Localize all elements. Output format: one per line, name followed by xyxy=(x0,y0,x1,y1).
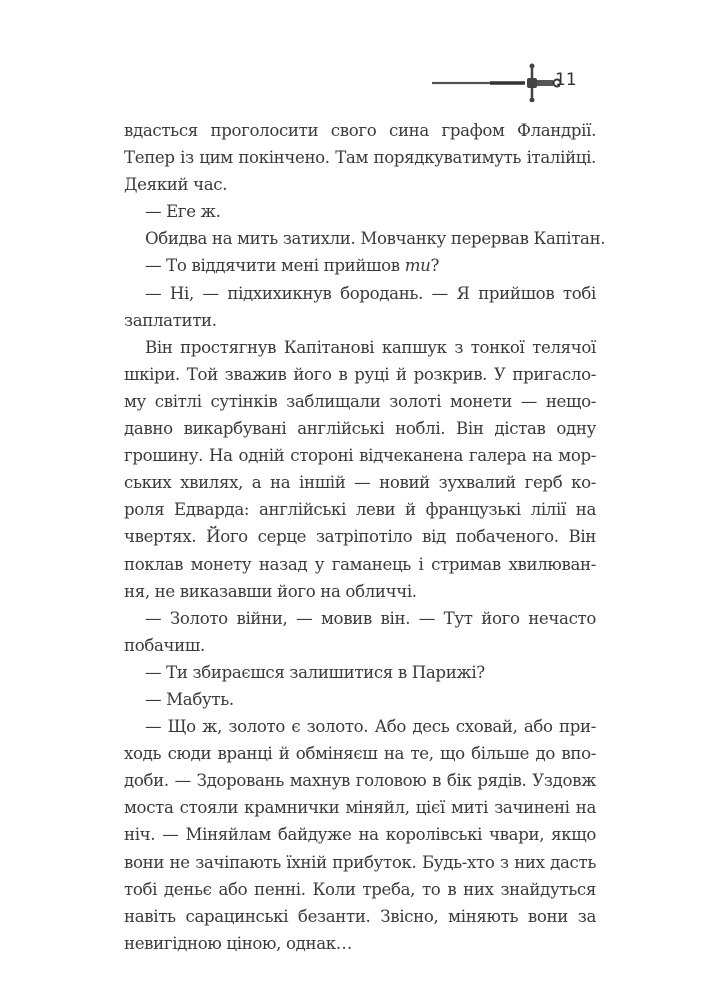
text-line: вони не зачіпають їхній прибуток. Будь-хто з них дасть xyxy=(124,852,596,872)
text-line: му світлі сутінків заблищали золоті монети — нещо- xyxy=(124,391,596,411)
text-line: — Еге ж. xyxy=(145,202,221,222)
page-number: 11 xyxy=(555,70,577,90)
text-line: ня, не виказавши його на обличчі. xyxy=(124,581,417,601)
text-line: ських хвилях, а на іншій — новий зухвалий герб ко- xyxy=(124,473,596,493)
text-line: ніч. — Міняйлам байдуже на королівські чвари, якщо xyxy=(124,825,596,845)
text-line: — Мабуть. xyxy=(145,689,234,709)
text-line: — Ти збираєшся залишитися в Парижі? xyxy=(145,662,485,682)
text-line: тобі деньє або пенні. Коли треба, то в них знайдуться xyxy=(124,879,596,899)
body-text xyxy=(124,117,606,957)
text-line: невигідною ціною, однак… xyxy=(124,933,353,953)
text-line: чвертях. Його серце затріпотіло від побаченого. Він xyxy=(124,527,596,547)
text-line: доби. — Здоровань махнув головою в бік рядів. Уздовж xyxy=(124,771,596,791)
text-line: заплатити. xyxy=(124,310,217,330)
text-line: грошину. На одній стороні відчеканена галера на мор- xyxy=(124,446,596,466)
text-line: Він простягнув Капітанові капшук з тонкої телячої xyxy=(145,337,596,357)
text-line: — То віддячити мені прийшов ти? xyxy=(145,256,439,276)
text-line: — Що ж, золото є золото. Або десь сховай, або при- xyxy=(145,717,596,737)
text-line: роля Едварда: англійські леви й французькі лілії на xyxy=(124,500,596,520)
text-line: навіть сарацинські безанти. Звісно, міняють вони за xyxy=(124,906,596,926)
text-line: Обидва на мить затихли. Мовчанку перервав Капітан. xyxy=(145,229,606,249)
text-line: давно викарбувані англійські ноблі. Він дістав одну xyxy=(124,419,596,439)
text-line: побачиш. xyxy=(124,635,205,655)
text-line: вдасться проголосити свого сина графом Фландрії. xyxy=(124,121,596,140)
text-line: ходь сюди вранці й обміняєш на те, що більше до впо- xyxy=(124,744,596,764)
text-line: моста стояли крамнички міняйл, цієї миті зачинені на xyxy=(124,798,596,818)
text-line: шкіри. Той зважив його в руці й розкрив. У пригасло- xyxy=(124,364,596,384)
text-line: поклав монету назад у гаманець і стримав хвилюван- xyxy=(124,554,596,574)
page-header xyxy=(430,62,570,102)
text-line: — Ні, — підхихикнув бородань. — Я прийшов тобі xyxy=(145,283,596,303)
sword-icon xyxy=(430,62,560,102)
text-line: — Золото війни, — мовив він. — Тут його нечасто xyxy=(145,608,596,628)
text-line: Деякий час. xyxy=(124,175,228,195)
text-line: Тепер із цим покінчено. Там порядкуватимуть італійці. xyxy=(124,148,596,168)
